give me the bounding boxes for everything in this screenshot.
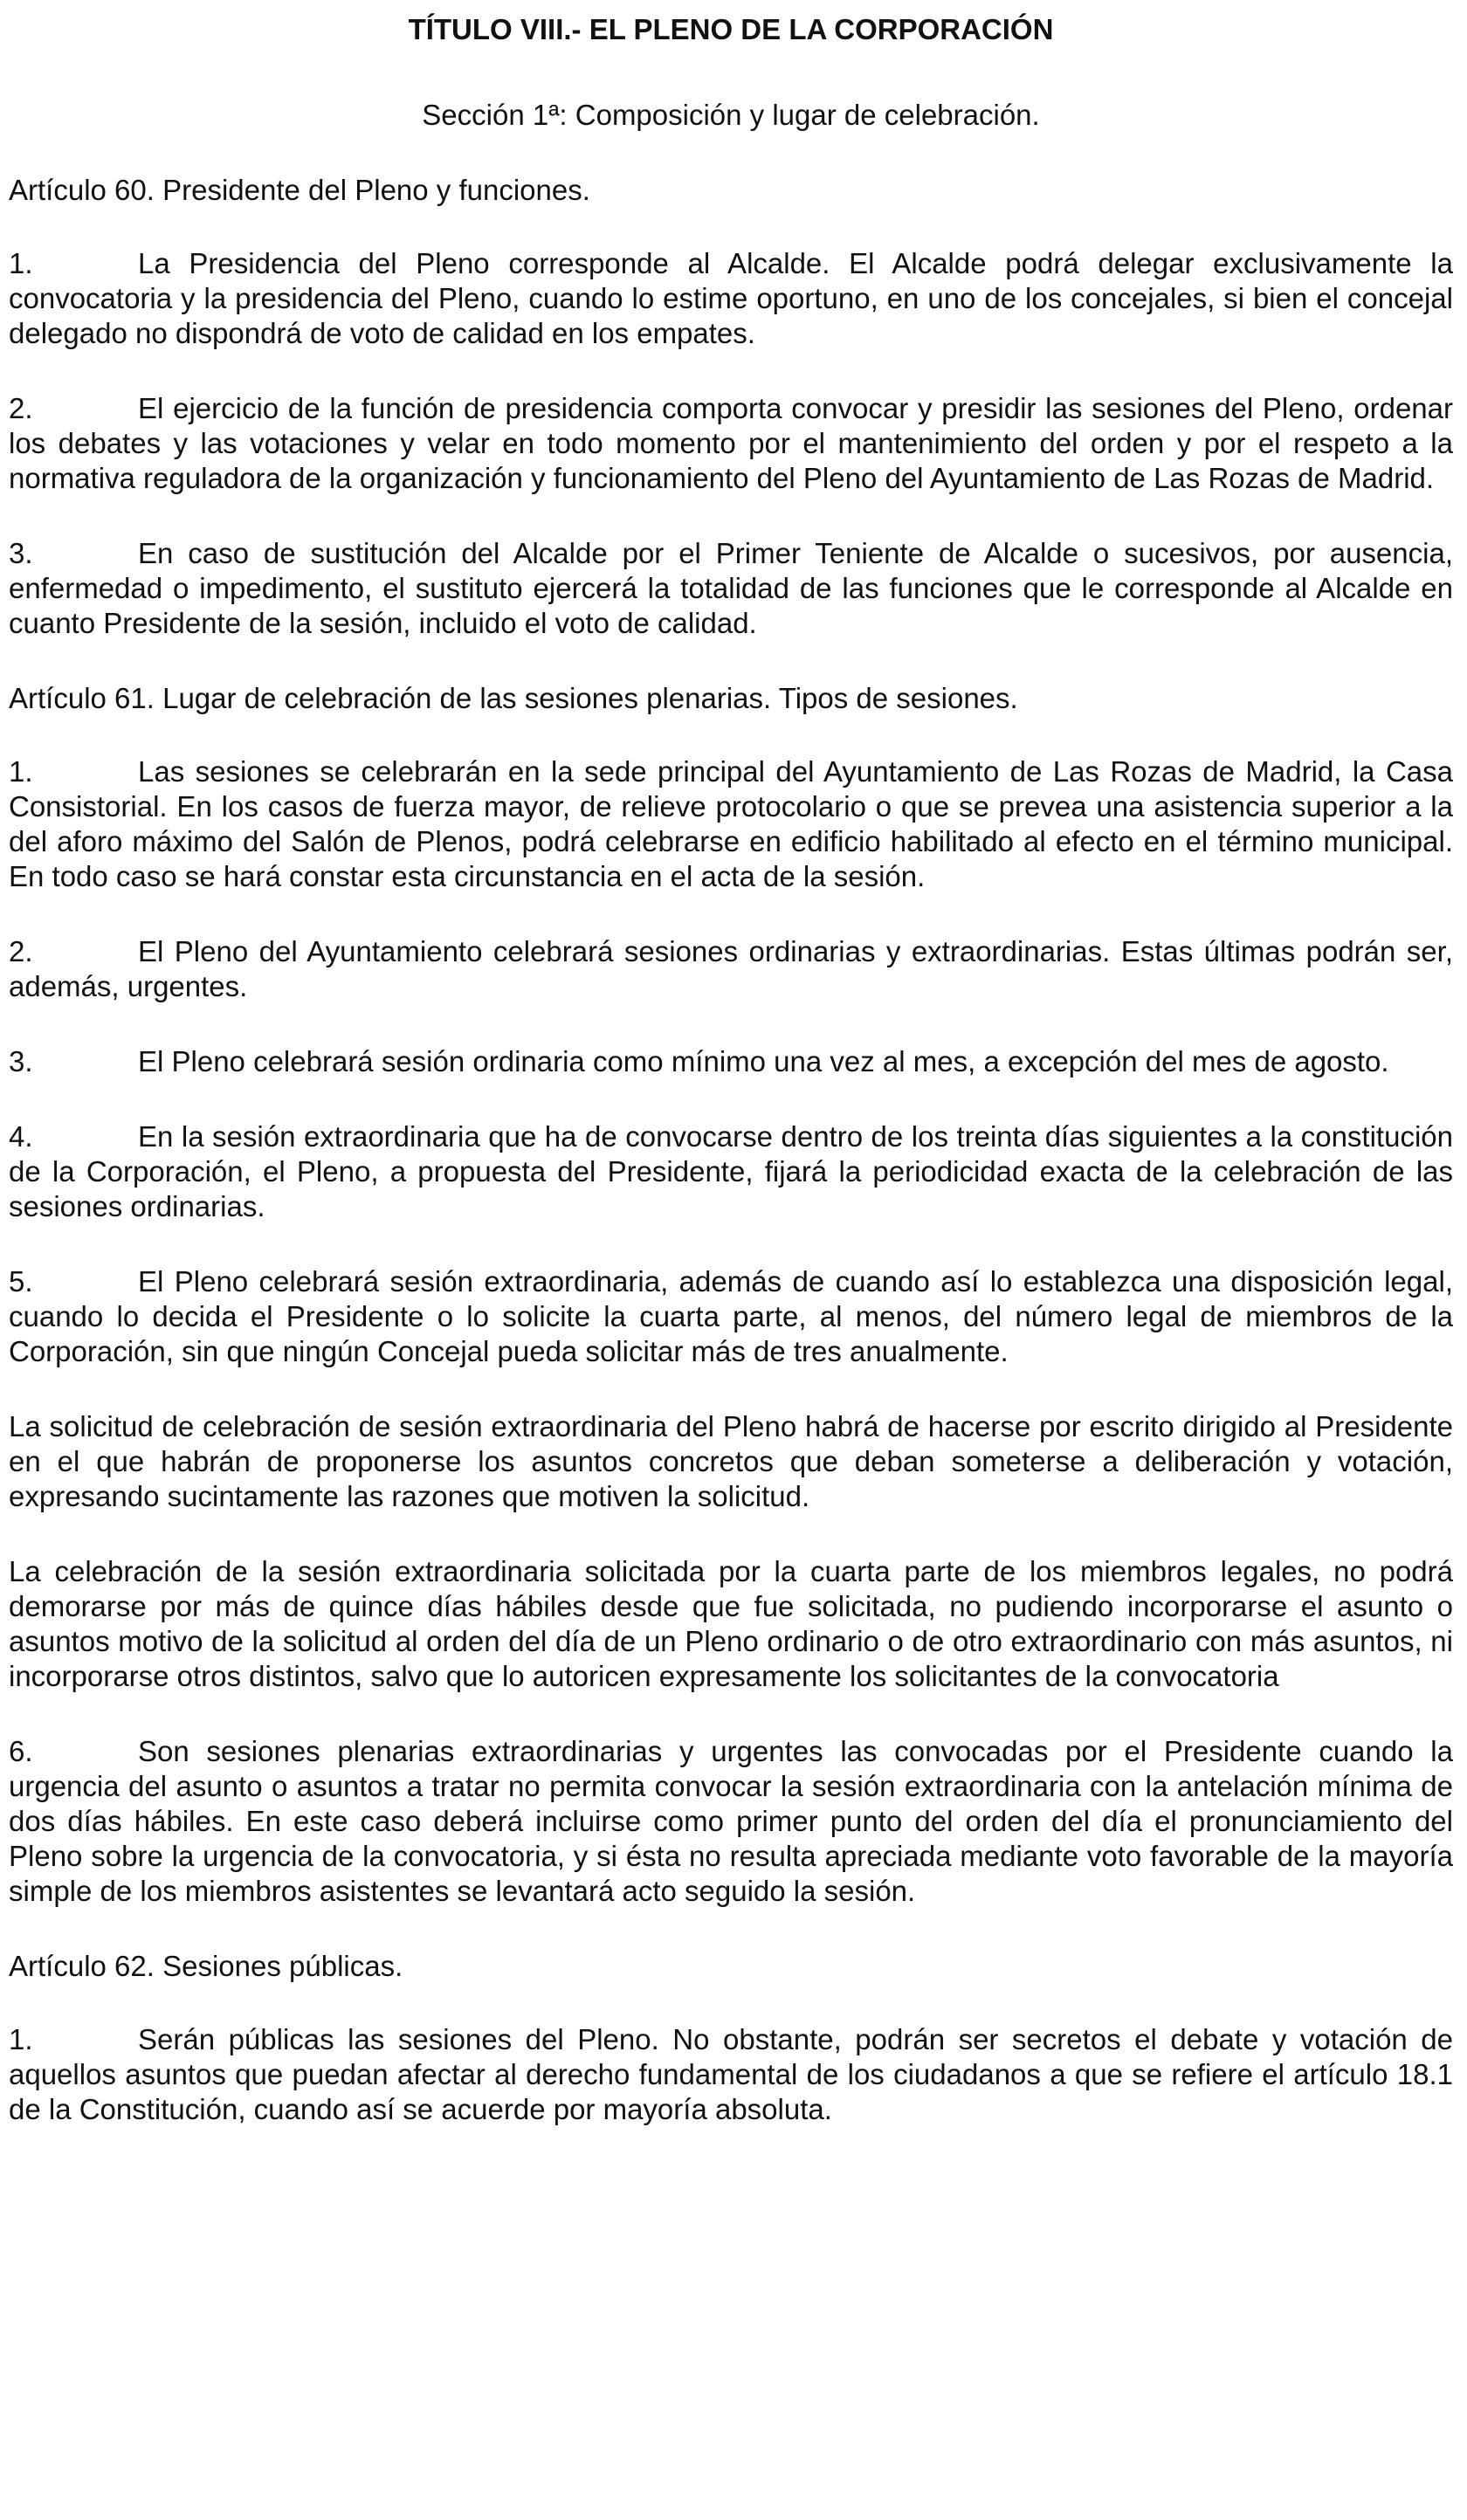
paragraph-text: En la sesión extraordinaria que ha de convocarse dentro de los treinta días siguientes a la constitución de la Corporación, el Pleno, a propuesta del Presidente, fijará la periodicidad exacta de la celebración de las sesiones ordinarias. <box>9 1120 1453 1222</box>
paragraph-number: 6. <box>9 1735 33 1767</box>
paragraph-number: 2. <box>9 392 33 424</box>
article-60-paragraph-1 <box>9 246 1453 351</box>
section-heading: Sección 1ª: Composición y lugar de celebración. <box>422 99 1040 131</box>
article-61-paragraph-1 <box>9 754 1453 894</box>
paragraph-text: Son sesiones plenarias extraordinarias y urgentes las convocadas por el Presidente cuando la urgencia del asunto o asuntos a tratar no permita convocar la sesión extraordinaria con la antelación mínima de dos días hábiles. En este caso deberá incluirse como primer punto del orden del día el pronunciamiento del Pleno sobre la urgencia de la convocatoria, y si ésta no resulta apreciada mediante voto favorable de la mayoría simple de los miembros asistentes se levantará acto seguido la sesión. <box>9 1735 1453 1907</box>
title-heading: TÍTULO VIII.- EL PLENO DE LA CORPORACIÓN <box>408 13 1054 45</box>
article-61-paragraph-5a: La solicitud de celebración de sesión extraordinaria del Pleno habrá de hacerse por escrito dirigido al Presidente en el que habrán de proponerse los asuntos concretos que deban someterse a deliberación y votación, expresando sucintamente las razones que motiven la solicitud. <box>9 1410 1453 1512</box>
article-60-paragraph-3 <box>9 536 1453 641</box>
article-62-paragraph-1 <box>9 2022 1453 2127</box>
paragraph-text: La Presidencia del Pleno corresponde al Alcalde. El Alcalde podrá delegar exclusivamente la convocatoria y la presidencia del Pleno, cuando lo estime oportuno, en uno de los concejales, si bien el concejal delegado no dispondrá de voto de calidad en los empates. <box>9 247 1453 349</box>
article-61-paragraph-2 <box>9 934 1453 1004</box>
article-60-paragraph-2 <box>9 391 1453 496</box>
article-60-heading: Artículo 60. Presidente del Pleno y funciones. <box>9 174 590 206</box>
article-61-paragraph-4 <box>9 1119 1453 1224</box>
document-page <box>0 12 1467 2520</box>
paragraph-number: 1. <box>9 247 33 279</box>
paragraph-number: 5. <box>9 1265 33 1298</box>
article-61-paragraph-3 <box>9 1044 1453 1079</box>
paragraph-text: El Pleno celebrará sesión ordinaria como mínimo una vez al mes, a excepción del mes de agosto. <box>138 1045 1389 1078</box>
paragraph-text: El ejercicio de la función de presidencia comporta convocar y presidir las sesiones del Pleno, ordenar los debates y las votaciones y velar en todo momento por el mantenimiento del orden y por el respeto a la normativa reguladora de la organización y funcionamiento del Pleno del Ayuntamiento de Las Rozas de Madrid. <box>9 392 1453 494</box>
article-61-paragraph-6 <box>9 1734 1453 1909</box>
paragraph-text: El Pleno del Ayuntamiento celebrará sesiones ordinarias y extraordinarias. Estas últimas podrán ser, además, urgentes. <box>9 935 1453 1002</box>
paragraph-number: 1. <box>9 2023 33 2055</box>
paragraph-text: El Pleno celebrará sesión extraordinaria, además de cuando así lo establezca una disposición legal, cuando lo decida el Presidente o lo solicite la cuarta parte, al menos, del número legal de miembros de la Corporación, sin que ningún Concejal pueda solicitar más de tres anualmente. <box>9 1265 1453 1367</box>
article-62-heading: Artículo 62. Sesiones públicas. <box>9 1950 403 1982</box>
paragraph-number: 3. <box>9 537 33 569</box>
paragraph-number: 2. <box>9 935 33 967</box>
paragraph-text: Serán públicas las sesiones del Pleno. No obstante, podrán ser secretos el debate y votación de aquellos asuntos que puedan afectar al derecho fundamental de los ciudadanos a que se refiere el artículo 18.1 de la Constitución, cuando así se acuerde por mayoría absoluta. <box>9 2023 1453 2125</box>
article-61-paragraph-5 <box>9 1264 1453 1369</box>
paragraph-number: 3. <box>9 1045 33 1078</box>
paragraph-number: 1. <box>9 755 33 788</box>
paragraph-text: En caso de sustitución del Alcalde por el Primer Teniente de Alcalde o sucesivos, por ausencia, enfermedad o impedimento, el sustituto ejercerá la totalidad de las funciones que le corresponde al Alcalde en cuanto Presidente de la sesión, incluido el voto de calidad. <box>9 537 1453 639</box>
paragraph-number: 4. <box>9 1120 33 1153</box>
article-61-heading: Artículo 61. Lugar de celebración de las sesiones plenarias. Tipos de sesiones. <box>9 682 1018 714</box>
article-61-paragraph-5b: La celebración de la sesión extraordinaria solicitada por la cuarta parte de los miembros legales, no podrá demorarse por más de quince días hábiles desde que fue solicitada, no pudiendo incorporarse el asunto o asuntos motivo de la solicitud al orden del día de un Pleno ordinario o de otro extraordinario con más asuntos, ni incorporarse otros distintos, salvo que lo autoricen expresamente los solicitantes de la convocatoria <box>9 1555 1453 1692</box>
paragraph-text: Las sesiones se celebrarán en la sede principal del Ayuntamiento de Las Rozas de Madrid, la Casa Consistorial. En los casos de fuerza mayor, de relieve protocolario o que se prevea una asistencia superior a la del aforo máximo del Salón de Plenos, podrá celebrarse en edificio habilitado al efecto en el término municipal. En todo caso se hará constar esta circunstancia en el acta de la sesión. <box>9 755 1453 892</box>
